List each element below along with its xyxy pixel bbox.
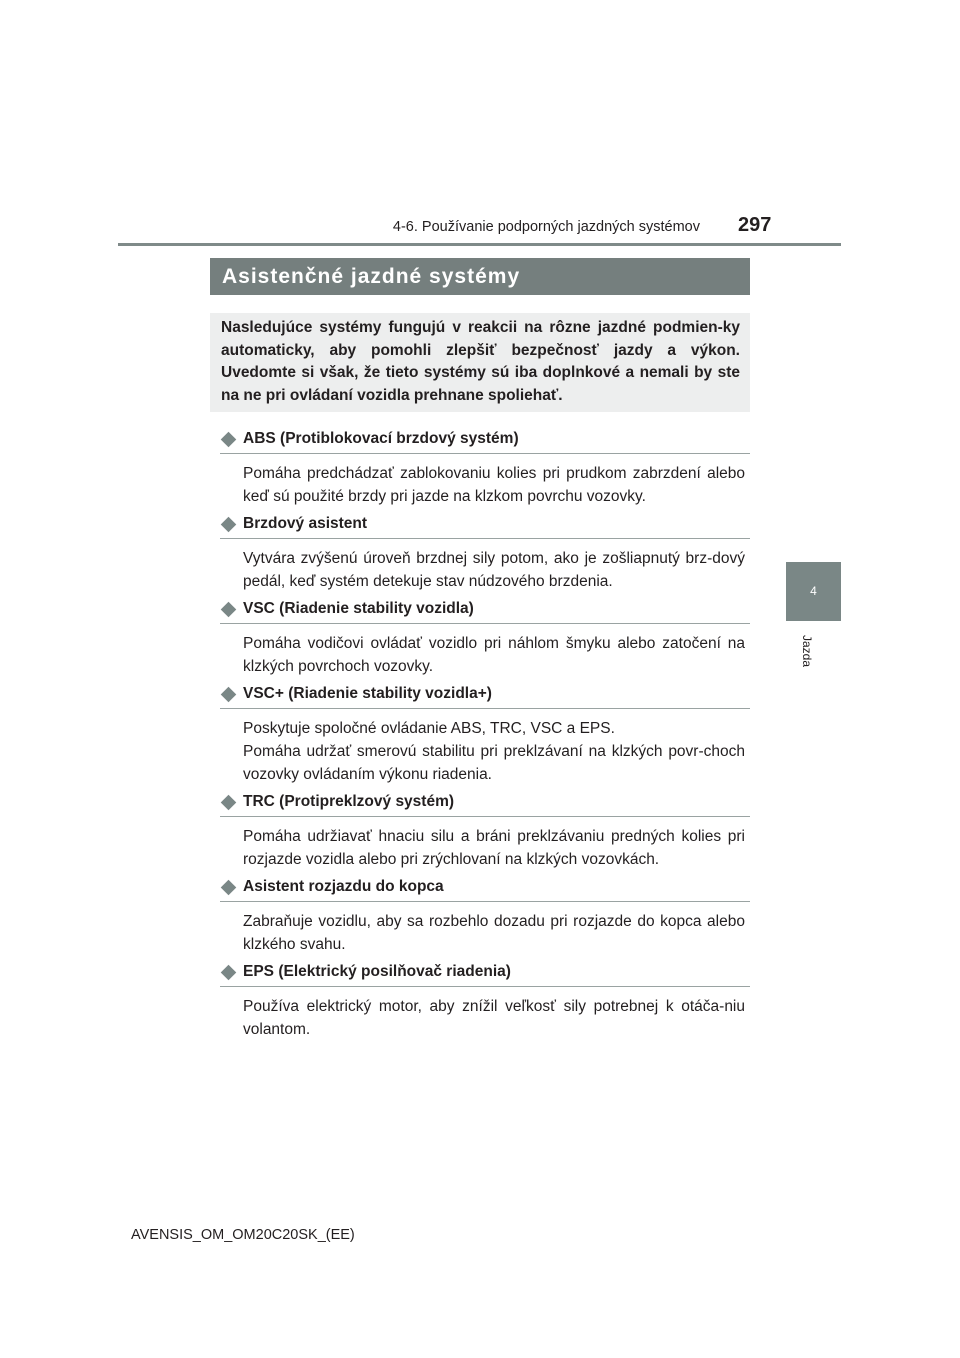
feature-title	[220, 682, 750, 709]
feature-title	[220, 790, 750, 817]
feature-vsc	[220, 597, 750, 678]
feature-description-line: Poskytuje spoločné ovládanie ABS, TRC, VSC a EPS.	[243, 720, 615, 737]
diamond-bullet-icon	[221, 964, 237, 980]
diamond-bullet-icon	[221, 794, 237, 810]
diamond-bullet-icon	[221, 516, 237, 532]
feature-description: Pomáha udržiavať hnaciu silu a bráni preklzávaniu predných kolies pri rozjazde vozidla alebo pri zrýchlovaní na klzkých vozovkách.	[243, 828, 745, 868]
feature-description: Používa elektrický motor, aby znížil veľkosť sily potrebnej k otáča-niu volantom.	[243, 998, 745, 1038]
feature-trc	[220, 790, 750, 871]
chapter-label: Jazda	[800, 635, 814, 668]
feature-title	[220, 597, 750, 624]
feature-vsc-plus	[220, 682, 750, 786]
feature-title-text: VSC+ (Riadenie stability vozidla+)	[243, 685, 492, 702]
feature-description	[243, 717, 745, 786]
feature-description-line: Pomáha udržať smerovú stabilitu pri preklzávaní na klzkých povr-choch vozovky ovládaním výkonu riadenia.	[243, 743, 745, 783]
footer-doc-code: AVENSIS_OM_OM20C20SK_(EE)	[131, 1227, 355, 1243]
feature-title	[220, 875, 750, 902]
chapter-section-header: 4-6. Používanie podporných jazdných systémov	[392, 219, 700, 235]
feature-description: Zabraňuje vozidlu, aby sa rozbehlo dozadu pri rozjazde do kopca alebo klzkého svahu.	[243, 913, 745, 953]
intro-box: Nasledujúce systémy fungujú v reakcii na rôzne jazdné podmien-ky automaticky, aby pomohli zlepšiť bezpečnosť jazdy a výkon. Uvedomte si však, že tieto systémy sú iba doplnkové a nemali by ste na ne pri ovládaní vozidla prehnane spoliehať.	[210, 313, 750, 412]
diamond-bullet-icon	[221, 431, 237, 447]
diamond-bullet-icon	[221, 879, 237, 895]
feature-title-text: EPS (Elektrický posilňovač riadenia)	[243, 963, 511, 980]
feature-brake-assist	[220, 512, 750, 593]
feature-title-text: TRC (Protipreklzový systém)	[243, 793, 455, 810]
feature-title-text: ABS (Protiblokovací brzdový systém)	[243, 430, 519, 447]
feature-abs	[220, 427, 750, 508]
feature-title-text: VSC (Riadenie stability vozidla)	[243, 600, 474, 617]
section-title: Asistenčné jazdné systémy	[210, 258, 750, 295]
feature-title-text: Brzdový asistent	[243, 515, 368, 532]
header-rule	[118, 243, 841, 246]
feature-description: Pomáha vodičovi ovládať vozidlo pri náhlom šmyku alebo zatočení na klzkých povrchoch vozovky.	[243, 635, 745, 675]
feature-description: Vytvára zvýšenú úroveň brzdnej sily potom, ako je zošliapnutý brz-dový pedál, keď systém detekuje stav núdzového brzdenia.	[243, 550, 745, 590]
feature-hill-start-assist	[220, 875, 750, 956]
feature-title	[220, 512, 750, 539]
feature-title-text: Asistent rozjazdu do kopca	[243, 878, 444, 895]
diamond-bullet-icon	[221, 601, 237, 617]
chapter-tab[interactable]: 4	[786, 562, 841, 621]
diamond-bullet-icon	[221, 686, 237, 702]
feature-title	[220, 427, 750, 454]
feature-title	[220, 960, 750, 987]
page-number: 297	[738, 214, 772, 236]
feature-eps	[220, 960, 750, 1041]
feature-description: Pomáha predchádzať zablokovaniu kolies pri prudkom zabrzdení alebo keď sú použité brzdy pri jazde na klzkom povrchu vozovky.	[243, 465, 745, 505]
